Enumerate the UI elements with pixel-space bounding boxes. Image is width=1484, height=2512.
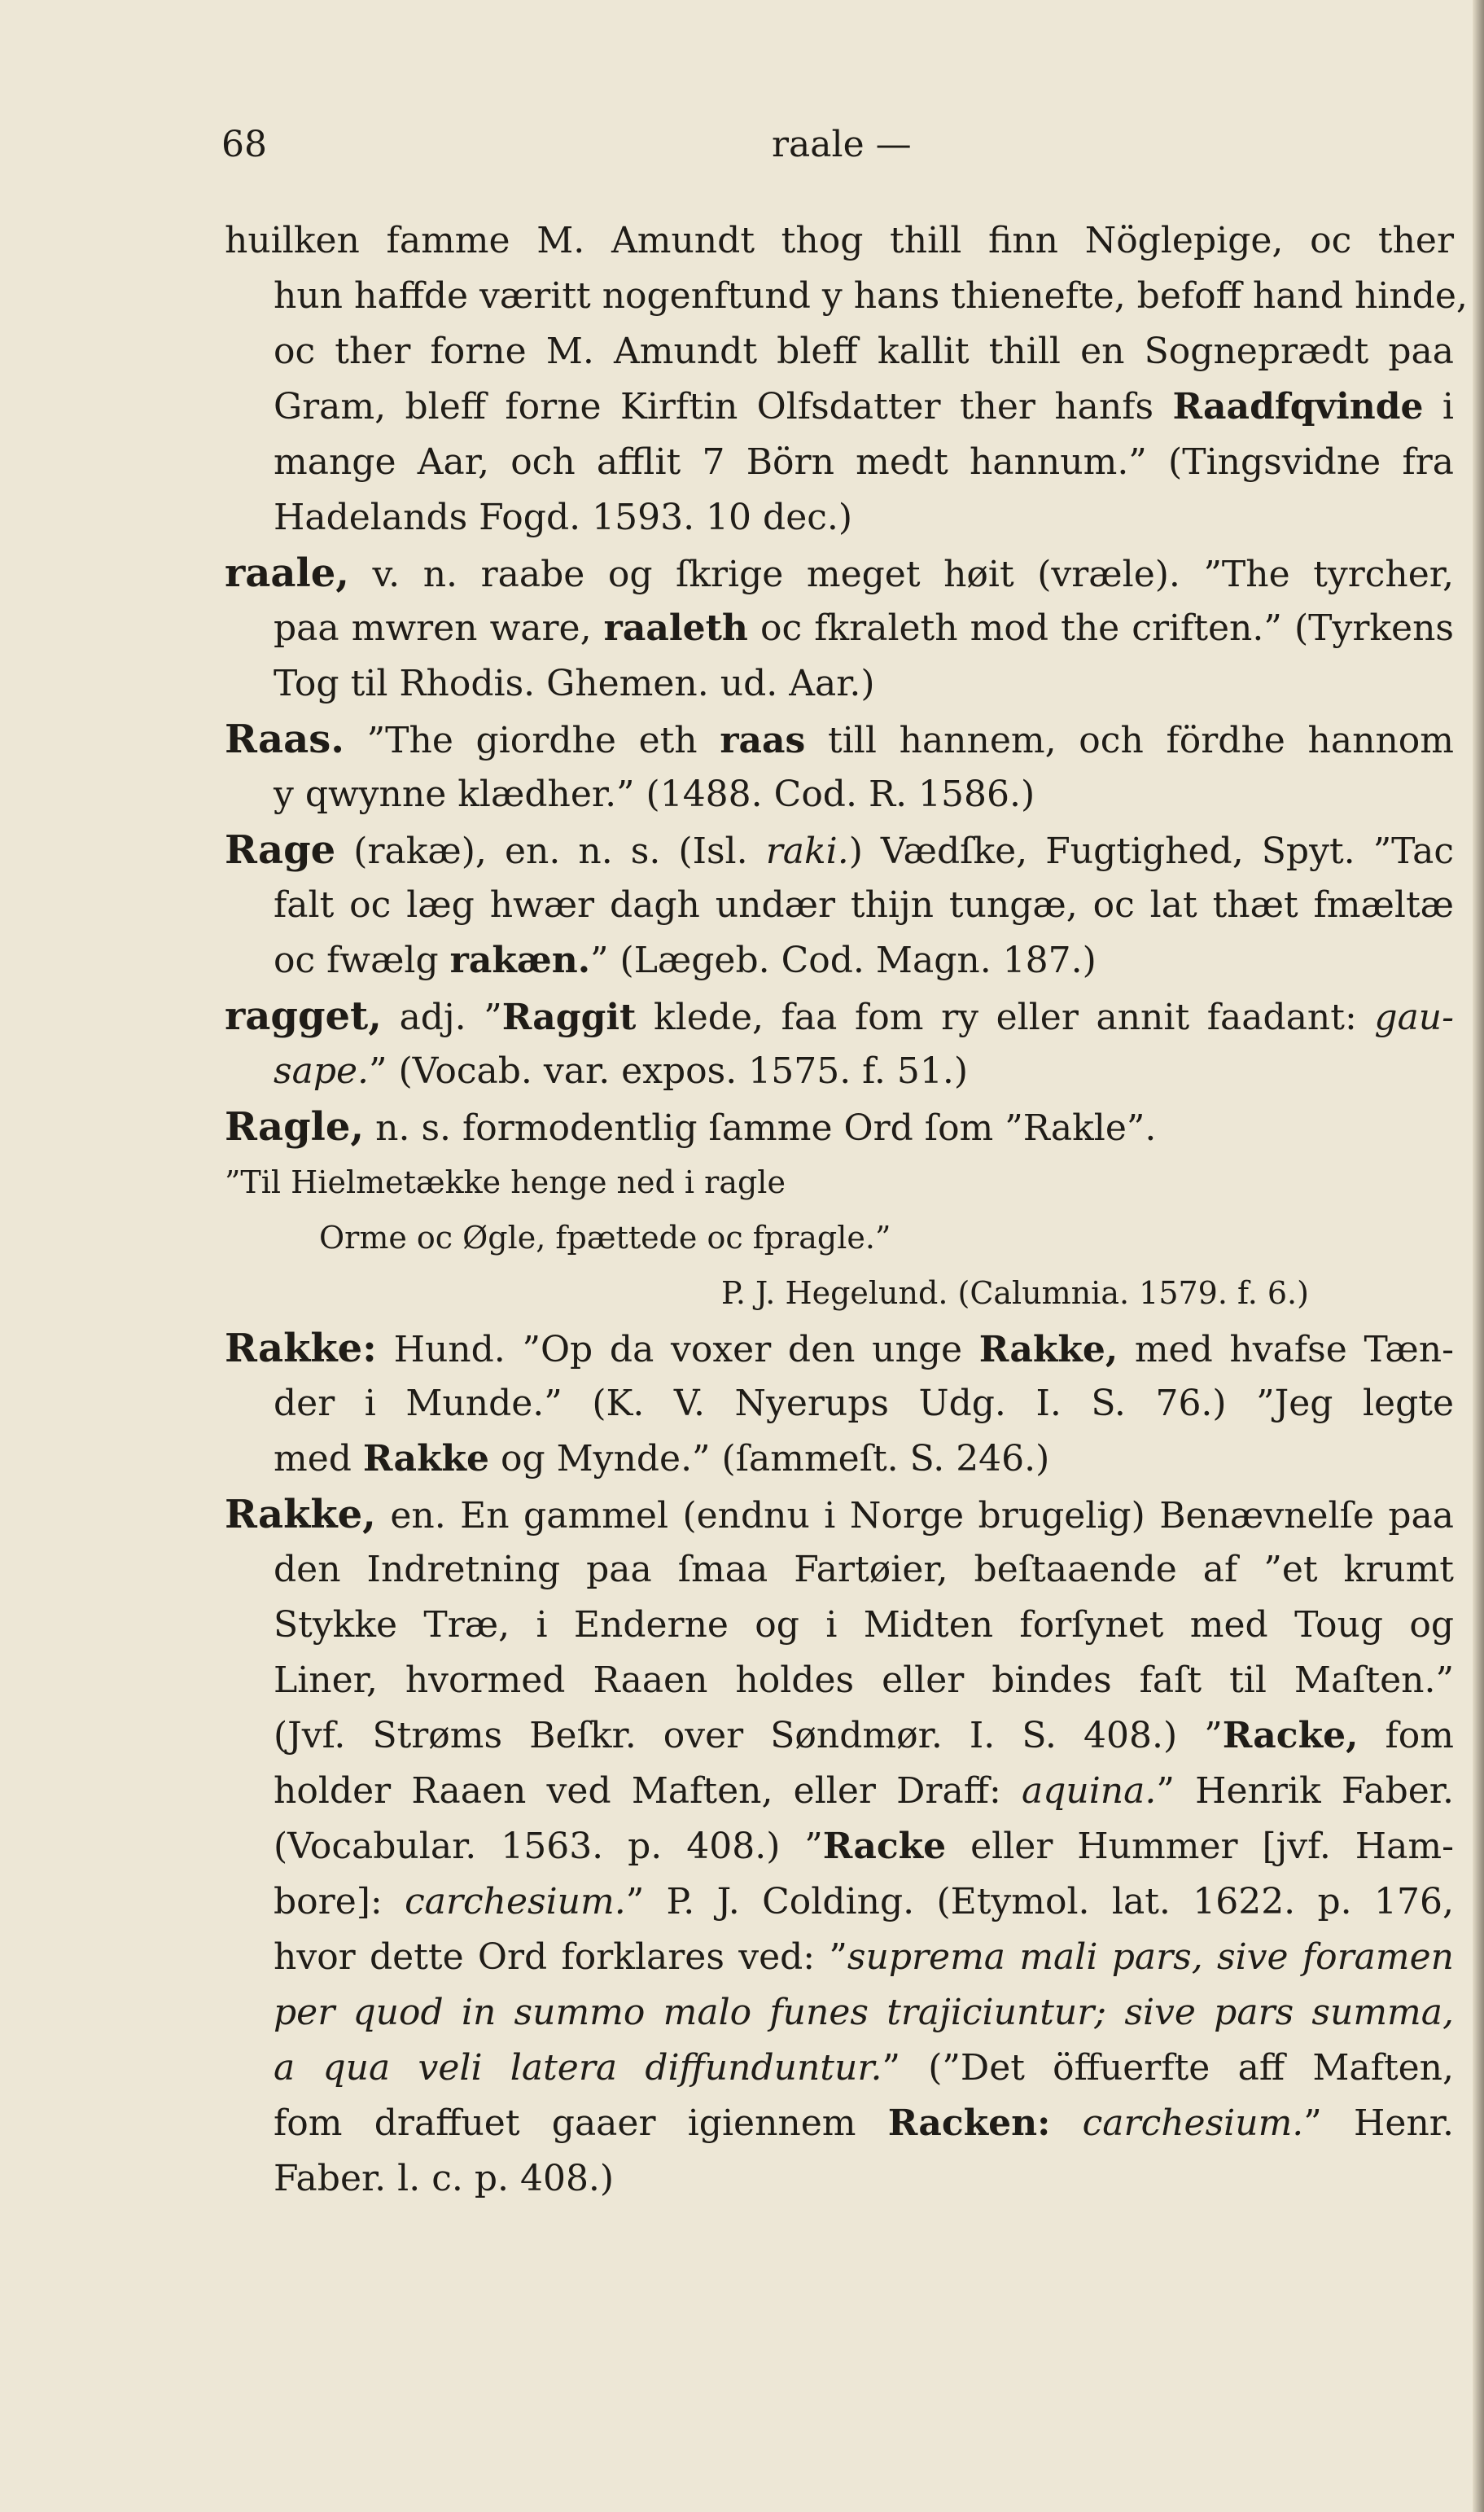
- text-run: (Jvf. Strøms Beſkr. over Søndmør. I. S. 408.) ”: [274, 1715, 1223, 1756]
- text-run: fom: [1358, 1715, 1454, 1756]
- bold-word: Rakke: [362, 1438, 489, 1480]
- text-run: en. En gammel (endnu i Norge brugelig) Benævnelſe paa: [375, 1495, 1454, 1537]
- entry-line: [274, 1653, 1454, 1708]
- entry-line: [274, 1598, 1454, 1653]
- entry-line: [274, 490, 1454, 546]
- entry-line: [274, 1431, 1454, 1487]
- italic-text: sape.: [274, 1050, 370, 1092]
- entry-line: [274, 2096, 1454, 2151]
- text-run: fom draffuet gaaer igiennem: [274, 2102, 888, 2144]
- bold-word: Racke: [822, 1826, 947, 1867]
- italic-text: gau-: [1374, 997, 1455, 1038]
- text-run: ” (Lægeb. Cod. Magn. 187.): [590, 940, 1097, 981]
- italic-text: suprema mali pars, sive foramen: [847, 1936, 1454, 1978]
- text-run: oc fkraleth mod the criften.” (Tyrkens: [747, 607, 1454, 649]
- entry-line: [274, 324, 1454, 379]
- text-run: ” (Vocab. var. expos. 1575. f. 51.): [369, 1050, 969, 1092]
- text-run: holder Raaen ved Maften, eller Draff:: [274, 1770, 1022, 1812]
- verse-attribution: P. J. Hegelund. (Calumnia. 1579. f. 6.): [721, 1275, 1309, 1311]
- dictionary-entry: [225, 989, 1455, 1099]
- entry-first-line: [225, 546, 1454, 601]
- entry-line: [274, 435, 1454, 490]
- headword: Ragle,: [225, 1104, 365, 1150]
- entry-line: [274, 878, 1454, 933]
- text-run: Liner, hvormed Raaen holdes eller bindes faſt til Maſten.”: [274, 1659, 1454, 1701]
- dictionary-entry: [225, 213, 1468, 546]
- entry-line: [274, 1376, 1454, 1431]
- entry-line: [274, 1764, 1454, 1819]
- text-run: ” Henrik Faber.: [1156, 1770, 1454, 1812]
- entry-first-line: [225, 1487, 1454, 1542]
- page-number: 68: [221, 124, 267, 165]
- entry-first-line: [225, 1099, 1454, 1155]
- dictionary-entry: [225, 1099, 1454, 1155]
- entry-first-line: [225, 822, 1454, 878]
- text-run: (Vocabular. 1563. p. 408.) ”: [274, 1826, 823, 1867]
- entry-line: [274, 1874, 1454, 1930]
- entry-line: [274, 2151, 1454, 2207]
- text-run: klede, faa fom ry eller annit faadant:: [636, 997, 1375, 1038]
- text-run: till hannem, och fördhe hannom: [805, 720, 1454, 761]
- running-head: raale —: [772, 124, 912, 165]
- text-run: Hund. ”Op da voxer den unge: [376, 1329, 979, 1370]
- bold-word: Racke,: [1222, 1715, 1359, 1756]
- italic-text: carchesium.: [1082, 2102, 1304, 2144]
- italic-text: a qua veli latera diffunduntur.: [274, 2047, 882, 2089]
- text-run: den Indretning paa ſmaa Fartøier, beſtaaende af ”et krumt: [274, 1549, 1454, 1590]
- entry-line: [274, 2041, 1454, 2096]
- headword: Rakke,: [225, 1492, 376, 1537]
- dictionary-text: [225, 213, 1468, 2207]
- bold-word: Rakke,: [978, 1329, 1118, 1370]
- text-run: (rakæ), en. n. s. (Isl.: [335, 831, 766, 872]
- text-run: der i Munde.” (K. V. Nyerups Udg. I. S. 76.) ”Jeg legte: [274, 1383, 1454, 1424]
- bold-word: raaleth: [603, 607, 748, 649]
- text-run: eller Hummer [jvf. Ham-: [946, 1826, 1454, 1867]
- text-run: n. s. formodentlig ſamme Ord ſom ”Rakle”.: [364, 1107, 1157, 1149]
- entry-first-line: [225, 213, 1454, 269]
- entry-first-line: [225, 1321, 1454, 1376]
- italic-text: per quod in summo malo funes trajiciuntur; sive pars summa,: [274, 1992, 1454, 2033]
- text-run: hvor dette Ord forklares ved: ”: [274, 1936, 847, 1978]
- entry-line: [274, 1819, 1454, 1874]
- entry-line: [274, 379, 1454, 435]
- dictionary-entry: [225, 1155, 1454, 1321]
- entry-line: [274, 767, 1454, 822]
- text-run: Faber. l. c. p. 408.): [274, 2158, 615, 2199]
- bold-word: Racken:: [887, 2102, 1051, 2144]
- text-run: ”The giordhe eth: [344, 720, 720, 761]
- text-run: falt oc læg hwær dagh undær thijn tungæ, oc lat thæt fmæltæ: [274, 884, 1454, 926]
- entry-line: [274, 933, 1454, 989]
- bold-word: Raggit: [501, 997, 637, 1038]
- verse-line: ”Til Hielmetække henge ned i ragle: [225, 1164, 786, 1200]
- entry-line: [274, 656, 1454, 712]
- text-run: [1050, 2102, 1082, 2144]
- text-run: Tog til Rhodis. Ghemen. ud. Aar.): [274, 663, 875, 704]
- italic-text: aquina.: [1022, 1770, 1157, 1812]
- dictionary-entry: [225, 712, 1454, 822]
- text-run: Stykke Træ, i Enderne og i Midten forſynet med Toug og: [274, 1604, 1454, 1646]
- dictionary-entry: [225, 1321, 1454, 1487]
- headword: Rakke:: [225, 1326, 377, 1371]
- text-run: hun haffde væritt nogenftund y hans thienefte, befoff hand hinde,: [274, 275, 1468, 317]
- entry-line: [274, 1542, 1454, 1598]
- text-run: ) Vædſke, Fugtighed, Spyt. ”Tac: [848, 831, 1454, 872]
- entry-first-line: [225, 989, 1454, 1044]
- entry-line: [274, 269, 1468, 324]
- headword: Rage: [225, 827, 336, 873]
- entry-line: [274, 601, 1454, 656]
- italic-text: carchesium.: [405, 1881, 626, 1922]
- text-run: huilken famme M. Amundt thog thill finn Nöglepige, oc ther: [225, 220, 1454, 261]
- verse-line: Orme oc Øgle, fpættede oc fpragle.”: [319, 1220, 891, 1256]
- entry-line: [274, 1930, 1454, 1985]
- entry-first-line: [225, 712, 1454, 767]
- page-header: [221, 112, 1393, 178]
- text-run: oc ther forne M. Amundt bleff kallit thill en Sogneprædt paa: [274, 331, 1454, 372]
- text-run: adj. ”: [381, 997, 502, 1038]
- headword: ragget,: [225, 993, 382, 1039]
- text-run: bore]:: [274, 1881, 405, 1922]
- page-edge-shadow: [1473, 0, 1484, 2512]
- text-run: oc fwælg: [274, 940, 450, 981]
- bold-word: Raadfqvinde: [1172, 386, 1424, 427]
- text-run: og Mynde.” (ſammeſt. S. 246.): [488, 1438, 1050, 1480]
- text-run: paa mwren ware,: [274, 607, 604, 649]
- text-run: ” P. J. Colding. (Etymol. lat. 1622. p. 176,: [625, 1881, 1454, 1922]
- dictionary-entry: [225, 546, 1454, 712]
- entry-line: [274, 1985, 1454, 2041]
- entry-line: [274, 1044, 1454, 1099]
- text-run: mange Aar, och afflit 7 Börn medt hannum.” (Tingsvidne fra: [274, 441, 1454, 483]
- text-run: Hadelands Fogd. 1593. 10 dec.): [274, 497, 853, 538]
- headword: Raas.: [225, 717, 344, 762]
- bold-word: rakæn.: [449, 940, 591, 981]
- text-run: ” Henr.: [1303, 2102, 1454, 2144]
- text-run: Gram, bleff forne Kirftin Olfsdatter ther hanfs: [274, 386, 1173, 427]
- text-run: med hvafse Tæn-: [1118, 1329, 1454, 1370]
- text-run: ” (”Det öffuerfte aff Maften,: [882, 2047, 1454, 2089]
- headword: raale,: [225, 550, 349, 596]
- italic-text: raki.: [765, 831, 849, 872]
- entry-line: [274, 1708, 1454, 1764]
- dictionary-entry: [225, 1487, 1454, 2207]
- dictionary-entry: [225, 822, 1454, 989]
- text-run: i: [1423, 386, 1454, 427]
- bold-word: raas: [720, 720, 806, 761]
- text-run: y qwynne klædher.” (1488. Cod. R. 1586.): [274, 774, 1035, 815]
- text-run: med: [274, 1438, 363, 1480]
- text-run: v. n. raabe og ſkrige meget høit (vræle). ”The tyrcher,: [348, 554, 1454, 595]
